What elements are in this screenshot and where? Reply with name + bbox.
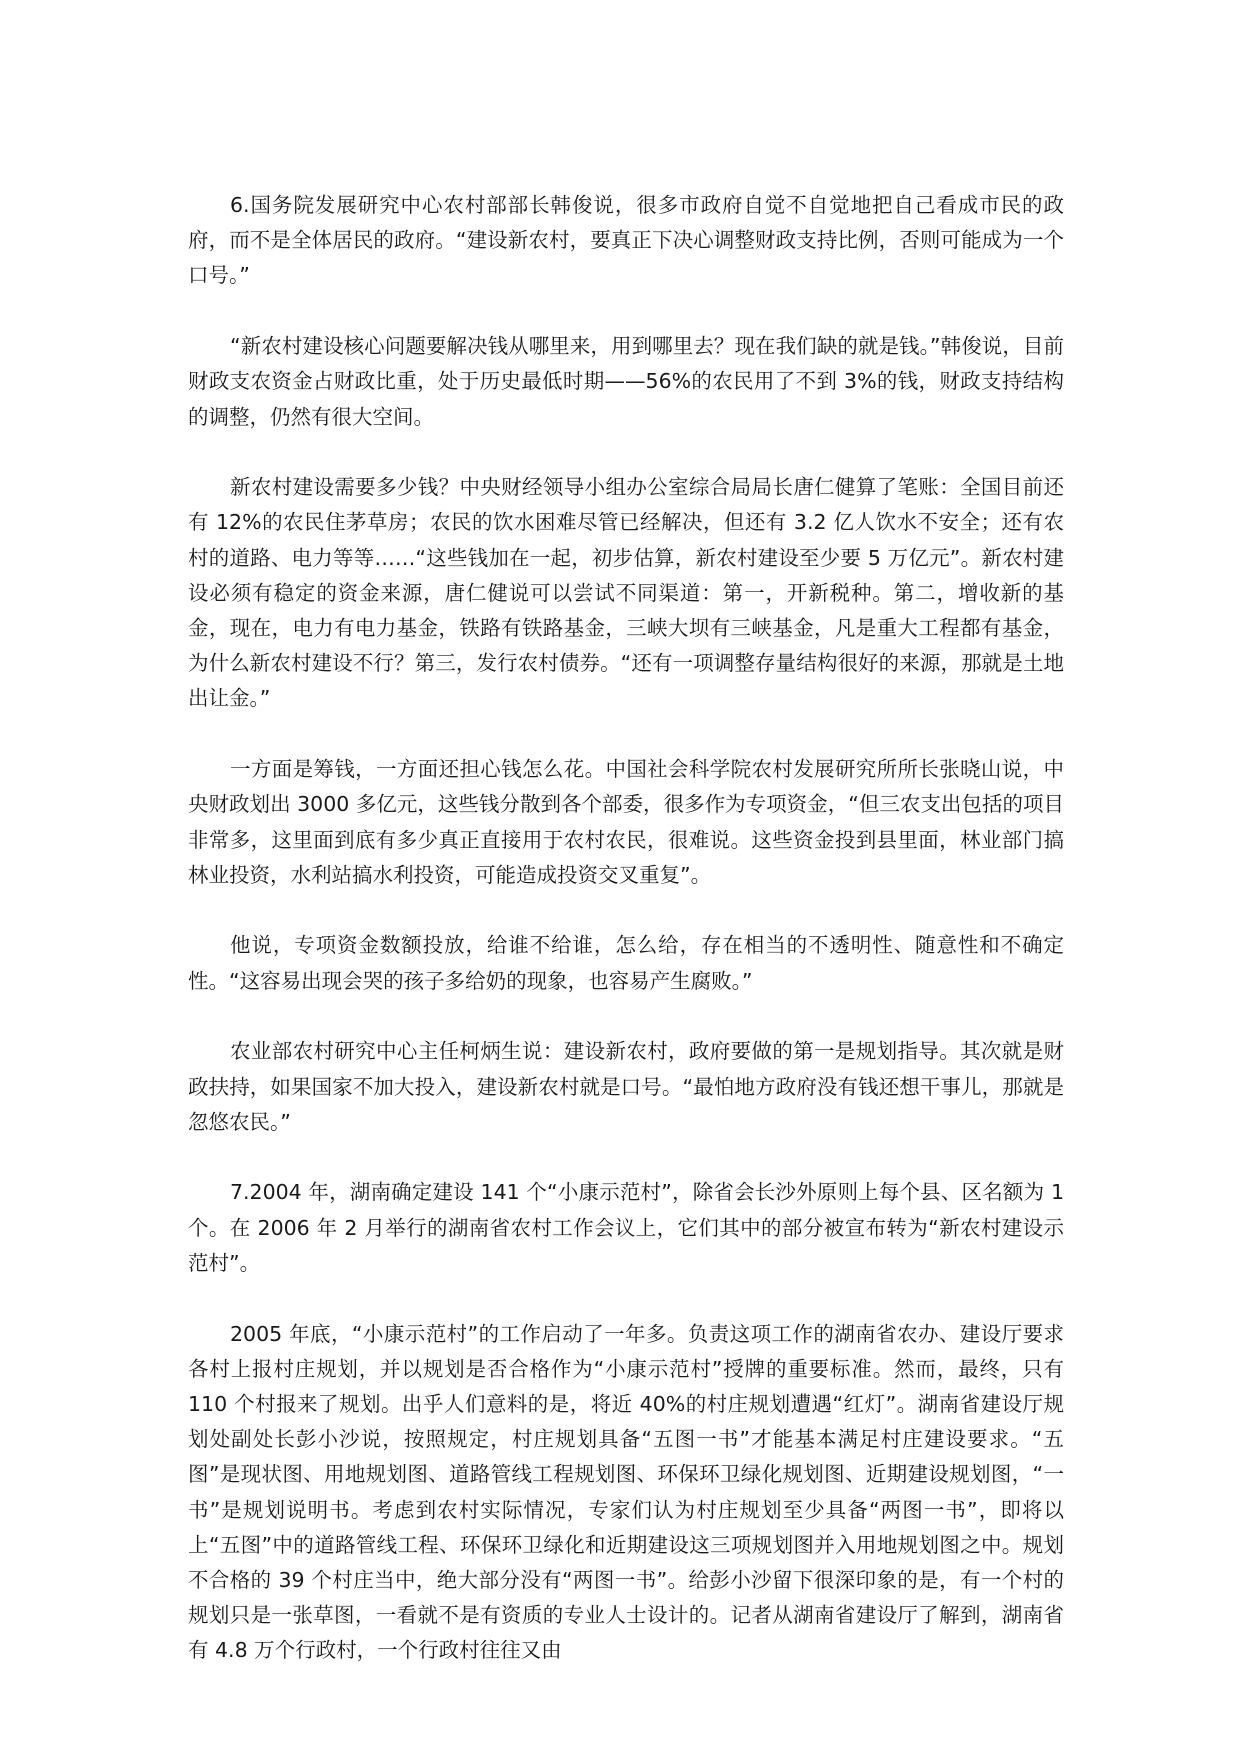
- paragraph: 6.国务院发展研究中心农村部部长韩俊说，很多市政府自觉不自觉地把自己看成市民的政府，而不是全体居民的政府。“建设新农村，要真正下决心调整财政支持比例，否则可能成为一个口号。”: [188, 193, 1064, 288]
- paragraph: 7.2004 年，湖南确定建设 141 个“小康示范村”，除省会长沙外原则上每个县、区名额为 1 个。在 2006 年 2 月举行的湖南省农村工作会议上，它们其中的部分被宣布转为“新农村建设示范村”。: [188, 1180, 1064, 1275]
- paragraph: “新农村建设核心问题要解决钱从哪里来，用到哪里去？现在我们缺的就是钱。”韩俊说，目前财政支农资金占财政比重，处于历史最低时期——56%的农民用了不到 3%的钱，财政支持结构的调整，仍然有很大空间。: [188, 334, 1064, 429]
- document-page: [188, 188, 1064, 1669]
- paragraph: 2005 年底，“小康示范村”的工作启动了一年多。负责这项工作的湖南省农办、建设厅要求各村上报村庄规划，并以规划是否合格作为“小康示范村”授牌的重要标准。然而，最终，只有 110 个村报来了规划。出乎人们意料的是，将近 40%的村庄规划遭遇“红灯”。湖南省建设厅规划处副处长彭小沙说，按照规定，村庄规划具备“五图一书”才能基本满足村庄建设要求。“五图”是现状图、用地规划图、道路管线工程规划图、环保环卫绿化规划图、近期建设规划图，“一书”是规划说明书。考虑到农村实际情况，专家们认为村庄规划至少具备“两图一书”，即将以上“五图”中的道路管线工程、环保环卫绿化和近期建设这三项规划图并入用地规划图之中。规划不合格的 39 个村庄当中，绝大部分没有“两图一书”。给彭小沙留下很深印象的是，有一个村的规划只是一张草图，一看就不是有资质的专业人士设计的。记者从湖南省建设厅了解到，湖南省有 4.8 万个行政村，一个行政村往往又由: [188, 1321, 1064, 1663]
- paragraph: 他说，专项资金数额投放，给谁不给谁，怎么给，存在相当的不透明性、随意性和不确定性。“这容易出现会哭的孩子多给奶的现象，也容易产生腐败。”: [188, 933, 1064, 993]
- paragraph: 农业部农村研究中心主任柯炳生说：建设新农村，政府要做的第一是规划指导。其次就是财政扶持，如果国家不加大投入，建设新农村就是口号。“最怕地方政府没有钱还想干事儿，那就是忽悠农民。”: [188, 1039, 1064, 1134]
- paragraph: 一方面是筹钱，一方面还担心钱怎么花。中国社会科学院农村发展研究所所长张晓山说，中央财政划出 3000 多亿元，这些钱分散到各个部委，很多作为专项资金，“但三农支出包括的项目非常多，这里面到底有多少真正直接用于农村农民，很难说。这些资金投到县里面，林业部门搞林业投资，水利站搞水利投资，可能造成投资交叉重复”。: [188, 757, 1064, 887]
- paragraph: 新农村建设需要多少钱？中央财经领导小组办公室综合局局长唐仁健算了笔账：全国目前还有 12%的农民住茅草房；农民的饮水困难尽管已经解决，但还有 3.2 亿人饮水不安全；还有农村的道路、电力等等……“这些钱加在一起，初步估算，新农村建设至少要 5 万亿元”。新农村建设必须有稳定的资金来源，唐仁健说可以尝试不同渠道：第一，开新税种。第二，增收新的基金，现在，电力有电力基金，铁路有铁路基金，三峡大坝有三峡基金，凡是重大工程都有基金，为什么新农村建设不行？第三，发行农村债券。“还有一项调整存量结构很好的来源，那就是土地出让金。”: [188, 475, 1064, 711]
